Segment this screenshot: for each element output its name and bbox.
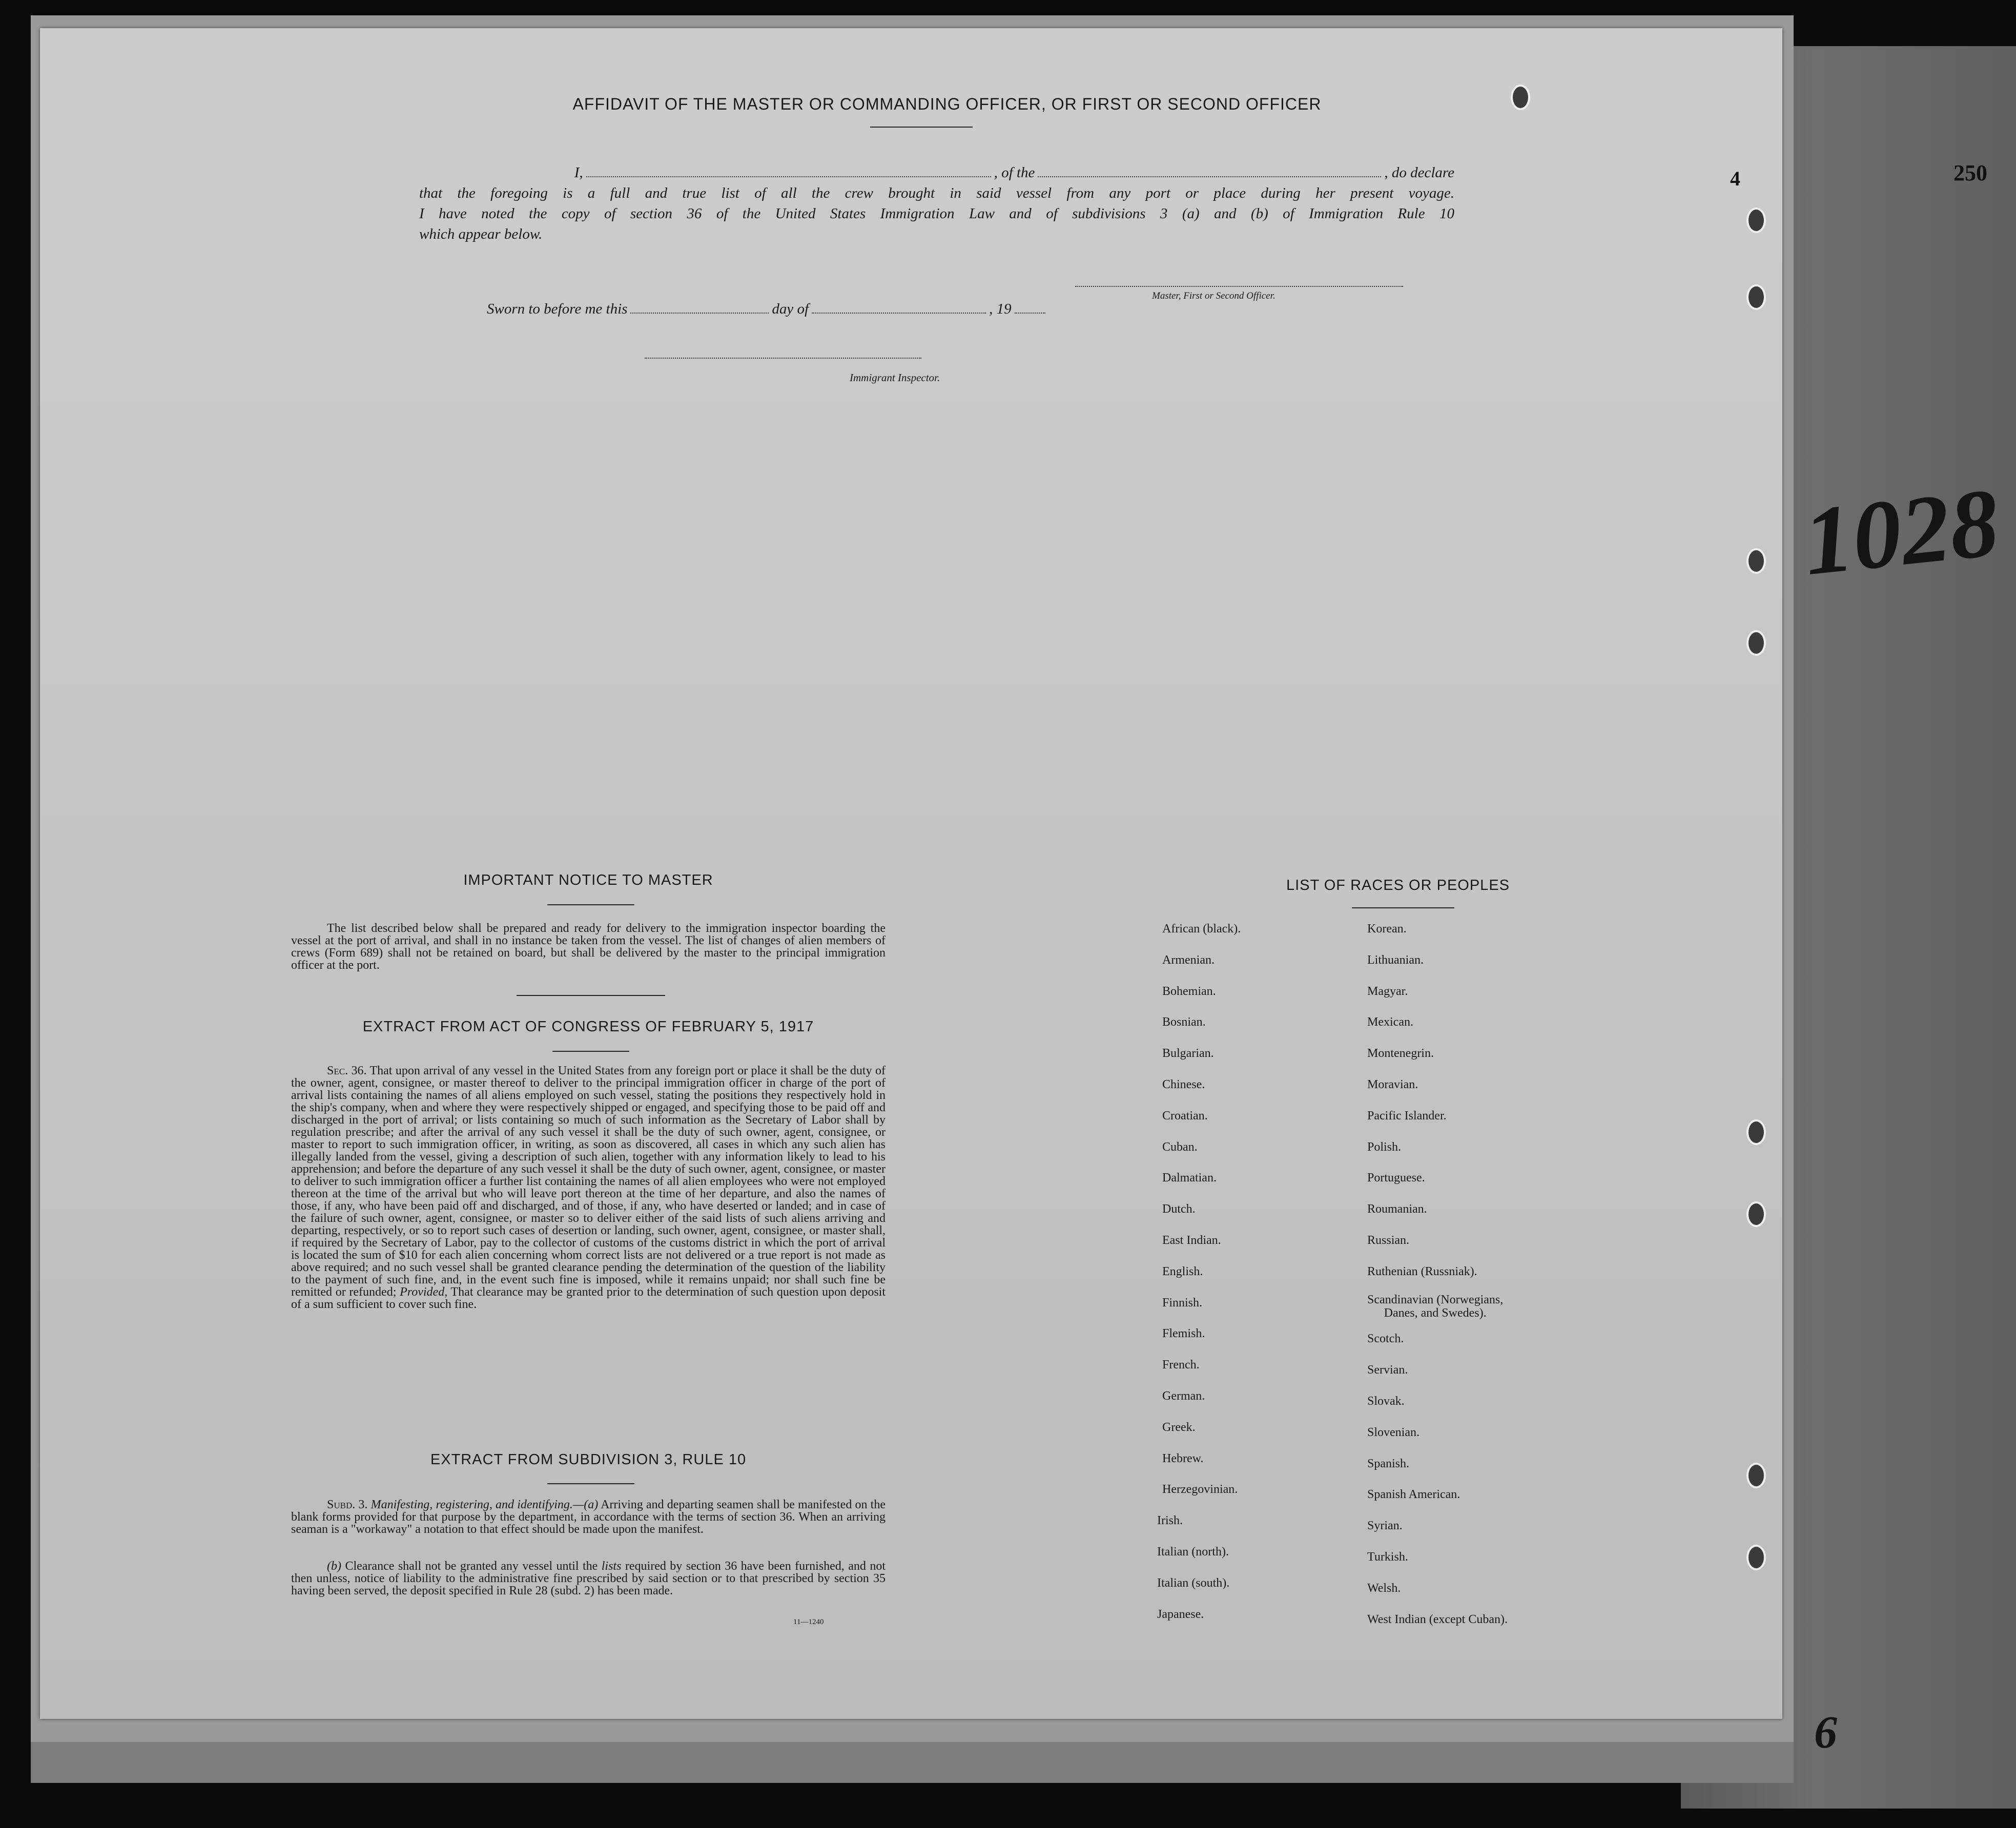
race-item: Pacific Islander.	[1367, 1109, 1447, 1123]
provided-word: Provided,	[400, 1285, 448, 1299]
title-rule	[870, 127, 973, 128]
provided-text: That clearance may be granted prior to the determination of such question upon deposit of a sum sufficient to cover such fine.	[291, 1285, 886, 1311]
race-item: Korean.	[1367, 922, 1407, 936]
declaration-line	[419, 162, 1454, 183]
master-signature-line[interactable]	[1075, 286, 1403, 287]
foregoing-line: that the foregoing is a full and true list of all the crew brought in said vessel from any port or place during her present voyage.	[419, 185, 1454, 201]
sworn-line	[487, 301, 1048, 318]
notice-text: The list described below shall be prepared and ready for delivery to the immigration inspector boarding the vessel at the port of arrival, and shall in no instance be taken from the vessel. The list of changes of alien members of crews (Form 689) shall not be retained on board, but shall be delivered by the master to the principal immigration officer at the port.	[291, 922, 886, 972]
inspector-signature-line[interactable]	[645, 358, 921, 359]
day-blank[interactable]	[630, 313, 769, 314]
race-item: German.	[1162, 1389, 1205, 1403]
races-rule	[1352, 907, 1454, 908]
b-label: (b)	[327, 1560, 341, 1573]
punch-hole	[1746, 207, 1766, 233]
appear-line: which appear below.	[419, 226, 543, 242]
vessel-blank[interactable]	[1038, 176, 1381, 177]
rule-title: EXTRACT FROM SUBDIVISION 3, RULE 10	[430, 1451, 747, 1468]
act-title: EXTRACT FROM ACT OF CONGRESS OF FEBRUARY 5, 1917	[362, 1019, 814, 1035]
punch-hole	[1746, 1201, 1766, 1227]
rule-text-a	[291, 1499, 886, 1535]
race-item: Armenian.	[1162, 953, 1215, 967]
b-text-2: required by section 36 have been furnished, and not then unless, notice of liability to the administrative fine prescribed by said section or to that prescribed by section 35 having been served, the deposit specified in Rule 28 (subd. 2) has been made.	[291, 1560, 886, 1597]
race-item: Montenegrin.	[1367, 1047, 1434, 1061]
affidavit-body	[419, 162, 1454, 244]
act-rule	[552, 1051, 629, 1052]
notice-divider	[517, 995, 665, 996]
race-item: Flemish.	[1162, 1327, 1205, 1341]
of-the-text: , of the	[994, 164, 1035, 181]
race-item: French.	[1162, 1358, 1200, 1372]
race-item: Ruthenian (Russniak).	[1367, 1264, 1477, 1278]
subd-a-text: Arriving and departing seamen shall be manifested on the blank forms provided for that purpose by the department, in accordance with the terms of section 36. When an arriving seaman is a "workaway" a notation to that effect should be made upon the manifest.	[291, 1498, 886, 1536]
lists-word: lists	[601, 1560, 622, 1573]
punch-hole	[1746, 1119, 1766, 1145]
race-item: Slovenian.	[1367, 1425, 1420, 1439]
race-item: Polish.	[1367, 1140, 1402, 1154]
manifest-page	[40, 28, 1782, 1719]
race-item: Mexican.	[1367, 1015, 1413, 1029]
handwritten-number: 1028	[1799, 468, 2004, 596]
race-item: Servian.	[1367, 1363, 1408, 1377]
race-item: Spanish American.	[1367, 1488, 1460, 1502]
race-item: Magyar.	[1367, 984, 1408, 998]
i-text: I,	[574, 164, 583, 181]
race-item: Greek.	[1162, 1420, 1196, 1434]
noted-line: I have noted the copy of section 36 of the United States Immigration Law and of subdivisions 3 (a) and (b) of Immigration Rule 10	[419, 205, 1454, 222]
race-item: Bohemian.	[1162, 984, 1216, 998]
bottom-mark: 6	[1814, 1707, 1837, 1758]
punch-hole	[1746, 284, 1766, 310]
race-item: Lithuanian.	[1367, 953, 1424, 967]
notice-title: IMPORTANT NOTICE TO MASTER	[463, 872, 713, 888]
races-title: LIST OF RACES OR PEOPLES	[1286, 877, 1510, 894]
name-blank[interactable]	[586, 176, 991, 177]
race-item: Croatian.	[1162, 1109, 1208, 1123]
race-item: Turkish.	[1367, 1550, 1408, 1564]
race-item: Bosnian.	[1162, 1015, 1206, 1029]
race-item: Italian (north).	[1157, 1545, 1229, 1559]
margin-number: 250	[1953, 160, 1987, 185]
race-item: Herzegovinian.	[1162, 1483, 1238, 1497]
year-blank[interactable]	[1015, 313, 1045, 314]
race-item: West Indian (except Cuban).	[1367, 1612, 1508, 1626]
form-number: 11—1240	[793, 1618, 824, 1626]
sec-36-text: That upon arrival of any vessel in the United States from any foreign port or place it shall be the duty of the owner, agent, consignee, or master thereof to deliver to the principal immigration officer in charge of the port of arrival lists containing the names of all aliens employed on such vessel, stating the positions they respectively hold in the ship's company, when and where they were respectively shipped or engaged, and specifying those to be paid off and discharged in the port of arrival; or lists containing so much of such information as the Secretary of Labor shall by regulation prescribe; and after the arrival of any such vessel it shall be the duty of such owner, agent, consignee, or master to report to such immigration officer, in writing, as soon as discovered, all cases in which any such alien has illegally landed from the vessel, giving a description of such alien, together with any information likely to lead to his apprehension; and before the departure of any such vessel it shall be the duty of such owner, agent, consignee, or master to deliver to such immigration officer a further list containing the names of all alien employees who were not employed thereon at the time of the arrival but who will leave port thereon at the time of her departure, and also the names of those, if any, who have been paid off and discharged, and of those, if any, who have deserted or landed; and in case of the failure of such owner, agent, consignee, or master so to deliver either of the said lists of such aliens arriving and departing, respectively, or so to report such cases of desertion or landing, such owner, agent, consignee, or master shall, if required by the Secretary of Labor, pay to the collector of customs of the customs district in which the port of arrival is located the sum of $10 for each alien concerning whom correct lists are not delivered or a true report is not made as above required; and no such vessel shall be granted clearance pending the determination of the question of the liability to the payment of such fine, and, in the event such fine is imposed, while it remains unpaid; nor shall such fine be remitted or refunded;	[291, 1064, 886, 1299]
race-item: Syrian.	[1367, 1519, 1403, 1533]
bottom-strip	[31, 1742, 1794, 1783]
race-item: Russian.	[1367, 1234, 1410, 1247]
affidavit-title: AFFIDAVIT OF THE MASTER OR COMMANDING OFFICER, OR FIRST OR SECOND OFFICER	[572, 95, 1322, 113]
race-item: Spanish.	[1367, 1457, 1410, 1470]
act-text	[291, 1065, 886, 1311]
race-item: Hebrew.	[1162, 1451, 1204, 1465]
rule-text-b	[291, 1560, 886, 1597]
race-item: Italian (south).	[1157, 1576, 1230, 1590]
sworn-text: Sworn to before me this	[487, 301, 628, 317]
race-item: English.	[1162, 1264, 1203, 1278]
race-item: Japanese.	[1157, 1607, 1204, 1621]
race-item: East Indian.	[1162, 1234, 1221, 1247]
notice-rule	[547, 904, 634, 905]
day-of-text: day of	[772, 301, 809, 317]
race-item: Irish.	[1157, 1514, 1183, 1528]
race-item: Chinese.	[1162, 1078, 1205, 1091]
race-item: Scandinavian (Norwegians, Danes, and Swedes).	[1367, 1293, 1504, 1320]
race-item: Bulgarian.	[1162, 1047, 1214, 1061]
punch-hole	[1746, 1463, 1766, 1488]
race-item: Dalmatian.	[1162, 1171, 1217, 1185]
race-item: Slovak.	[1367, 1395, 1405, 1408]
race-item: Finnish.	[1162, 1296, 1203, 1310]
race-item: Cuban.	[1162, 1140, 1198, 1154]
race-item: Scotch.	[1367, 1332, 1404, 1346]
month-blank[interactable]	[812, 313, 986, 314]
master-signature-label: Master, First or Second Officer.	[1152, 290, 1276, 301]
sec-label: Sec. 36.	[327, 1064, 367, 1077]
subd-title: Manifesting, registering, and identifying.—(a)	[371, 1498, 599, 1511]
race-item: Roumanian.	[1367, 1202, 1427, 1216]
race-item: Welsh.	[1367, 1581, 1401, 1595]
punch-hole	[1746, 1545, 1766, 1570]
race-item: Portuguese.	[1367, 1171, 1425, 1185]
punch-hole	[1746, 548, 1766, 574]
race-item: Dutch.	[1162, 1202, 1196, 1216]
rule-rule	[547, 1483, 634, 1484]
punch-hole	[1746, 630, 1766, 656]
inspector-label: Immigrant Inspector.	[850, 371, 940, 384]
b-text-1: Clearance shall not be granted any vessel until the	[345, 1560, 598, 1573]
race-item: Moravian.	[1367, 1078, 1418, 1091]
subd-label: Subd. 3.	[327, 1498, 368, 1511]
race-item: African (black).	[1162, 922, 1241, 936]
declare-text: , do declare	[1384, 164, 1454, 181]
punch-hole	[1511, 85, 1530, 110]
corner-number: 4	[1730, 167, 1740, 190]
year-text: , 19	[989, 301, 1012, 317]
